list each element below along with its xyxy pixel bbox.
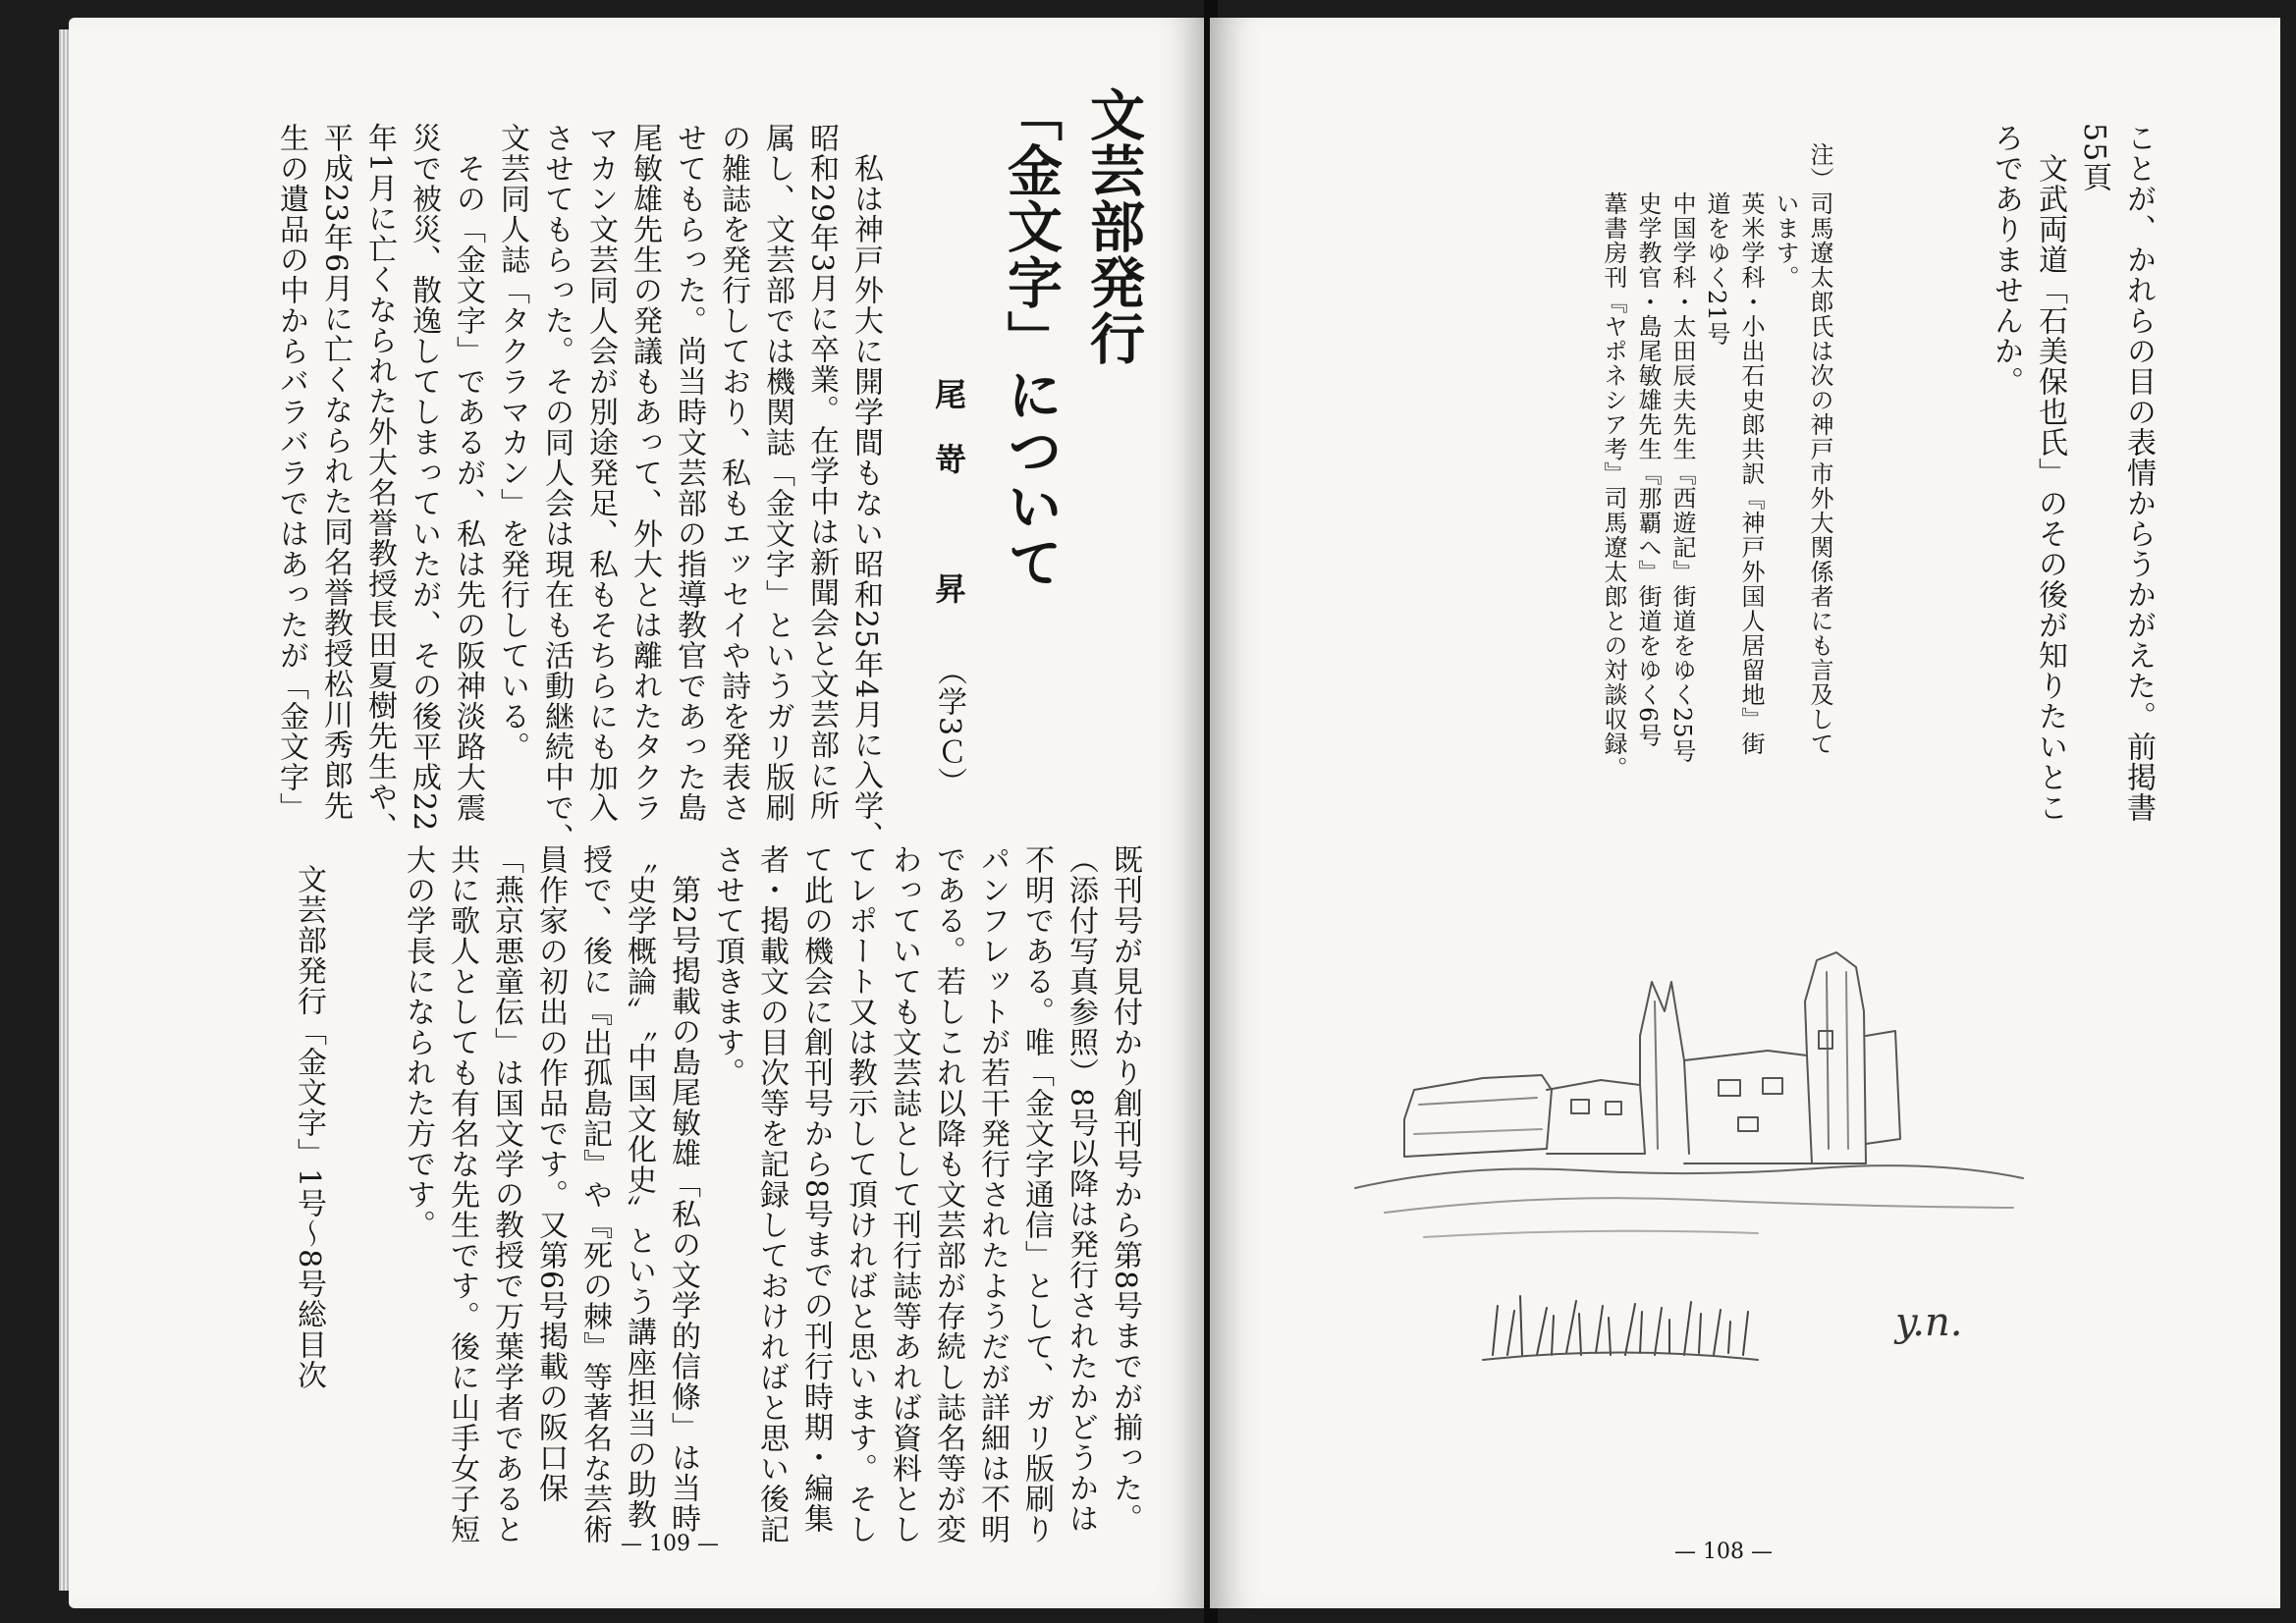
body-column: 私は神戸外大に開学間もない昭和25年4月に入学、 [848, 123, 883, 852]
page-number-109: — 109 — [621, 1532, 719, 1556]
note-column: 英米学科・小出石史郎共訳『神戸外国人居留地』街 [1737, 142, 1765, 756]
body-column: 〝史学概論〟〝中国文化史〟という講座担当の助教 [622, 844, 656, 1530]
body-column: 文武両道「石美保也氏」のその後が知りたいとこ [2033, 123, 2067, 823]
upper-body-block [269, 123, 888, 853]
body-column: 者・掲載文の目次等を記録しておければと思い後記 [754, 844, 789, 1544]
body-column: 災で被災、散逸してしまっていたが、その後平成22 [407, 123, 441, 833]
body-column: 「燕京悪童伝」は国文学の教授で万葉学者であると [489, 844, 523, 1544]
body-column: パンフレットが若干発行されたようだが詳細は不明 [975, 844, 1010, 1544]
body-column: 文芸同人誌「タクラマカン」を発行している。 [495, 123, 529, 762]
article-author: 尾 嵜 昇 [930, 378, 967, 605]
sketch-signature: y.n. [1895, 1300, 1963, 1345]
body-column: 生の遺品の中からバラバラではあったが「金文字」 [274, 123, 308, 823]
note-column: 注）司馬遼太郎氏は次の神戸市外大関係者にも言及して [1806, 142, 1833, 756]
body-column: 不明である。唯「金文字通信」として、ガリ版刷り [1019, 844, 1054, 1544]
body-column: 55頁 [2077, 123, 2111, 193]
section-heading: 文芸部発行「金文字」1号〜8号総目次 [292, 864, 326, 1391]
body-column: 大の学長になられた方です。 [401, 844, 435, 1240]
body-column: 員作家の初出の作品です。又第6号掲載の阪口保 [533, 844, 568, 1504]
body-column: 属し、文芸部では機関誌「金文字」というガリ版刷 [760, 123, 794, 823]
right-upper-block [1984, 123, 2160, 823]
body-column: 昭和29年3月に卒業。在学中は新聞会と文芸部に所 [804, 123, 839, 822]
body-column: の雑誌を発行しており、私もエッセイや詩を発表さ [716, 123, 750, 823]
body-column: せてもらった。尚当時文芸部の指導教官であった島 [672, 123, 706, 823]
body-column: ことが、かれらの目の表情からうかがえた。前掲書 [2121, 123, 2156, 823]
note-column: 中国学科・太田辰夫先生『西遊記』街道をゆく25号 [1668, 142, 1696, 764]
note-column: 史学教官・島尾敏雄先生『那覇へ』街道をゆく6号 [1634, 142, 1662, 748]
body-column: 平成23年6月に亡くなられた同名誉教授松川秀郎先 [318, 123, 353, 822]
body-column: てレポート又は教示して頂ければと思います。そし [843, 844, 877, 1544]
body-column: その「金文字」であるが、私は先の阪神淡路大震 [451, 123, 485, 823]
body-column: （添付写真参照）8号以降は発行されたかどうかは [1064, 844, 1098, 1535]
body-column: て此の機会に創刊号から8号までの刊行時期・編集 [798, 844, 833, 1535]
note-column: 葦書房刊『ヤポネシア考』司馬遼太郎との対談収録。 [1600, 142, 1627, 781]
body-column: である。若しこれ以降も文芸部が存続し誌名等が変 [931, 844, 965, 1544]
body-column: マカン文芸同人会が別途発足、私もそちらにも加入 [583, 123, 618, 823]
body-column: 既刊号が見付かり創刊号から第8号までが揃った。 [1108, 844, 1142, 1535]
body-column: 授で、後に『出孤島記』や『死の棘』等著名な芸術 [577, 844, 612, 1544]
body-column: ろでありませんか。 [1989, 123, 2023, 397]
title-line-1: 文芸部発行 [1081, 86, 1146, 366]
note-column: います。 [1772, 142, 1799, 290]
body-column: 年1月に亡くなられた外大名誉教授長田夏樹先生や、 [362, 123, 397, 843]
note-column: 道をゆく21号 [1703, 142, 1730, 347]
body-column: 尾敏雄先生の発議もあって、外大とは離れたタクラ [628, 123, 662, 823]
body-column: 第2号掲載の島尾敏雄「私の文学的信條」は当時 [666, 844, 700, 1535]
title-line-2: 「金文字」について [999, 86, 1064, 590]
body-column: させてもらった。その同人会は現在も活動継続中で、 [539, 123, 574, 853]
article-title [990, 86, 1155, 636]
body-column: わっていても文芸誌として刊行誌等あれば資料とし [887, 844, 921, 1544]
body-column: させて頂きます。 [710, 844, 744, 1088]
page-number-108: — 108 — [1674, 1540, 1773, 1564]
author-class: （学3Ｃ） [932, 656, 966, 798]
castle-ruin-sketch [1345, 943, 2033, 1394]
body-column: 共に歌人としても有名な先生です。後に山手女子短 [445, 844, 479, 1544]
footnote-block [1596, 142, 1836, 810]
